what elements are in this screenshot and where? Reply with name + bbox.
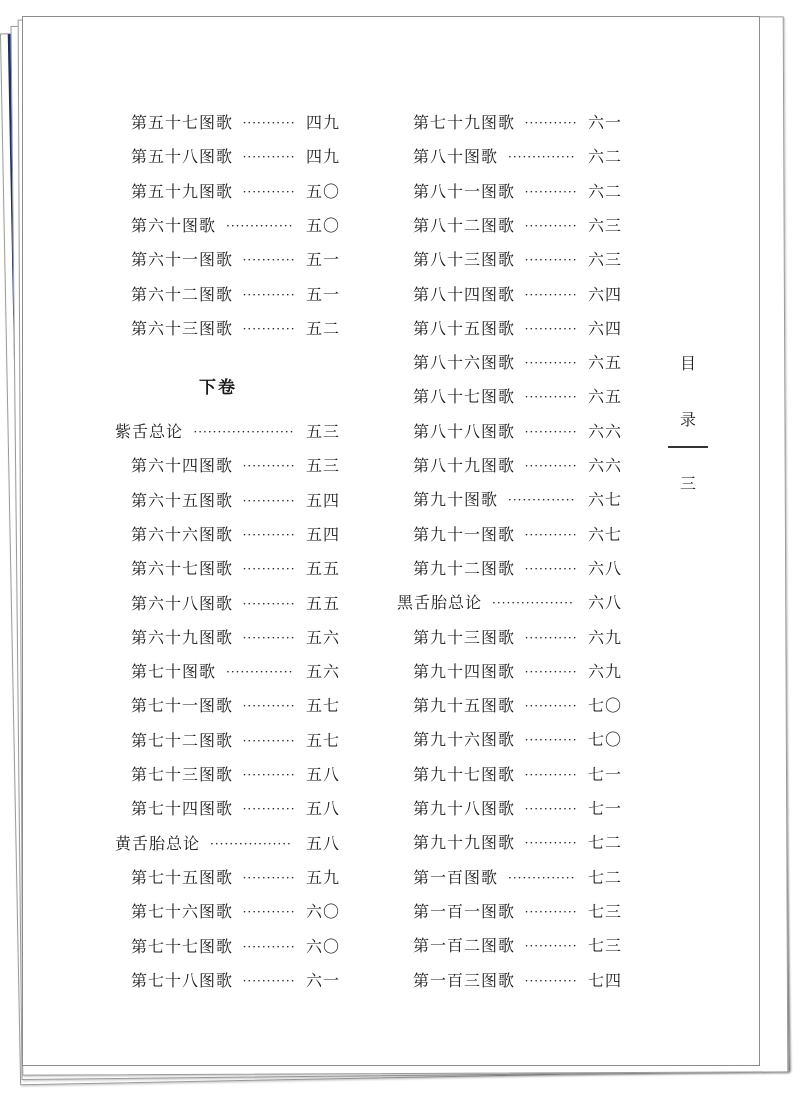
toc-entry-title: 第九十三图歌 bbox=[413, 627, 516, 647]
toc-leader-dots: ··········· bbox=[242, 802, 296, 817]
toc-entry-title: 第七十七图歌 bbox=[131, 936, 234, 956]
toc-entry-title: 第九十一图歌 bbox=[413, 524, 516, 544]
side-header-rule bbox=[668, 446, 708, 448]
toc-entry-page: 四九 bbox=[306, 113, 341, 132]
toc-entry-title: 第八十七图歌 bbox=[413, 387, 516, 407]
toc-entry-page: 五五 bbox=[306, 559, 341, 579]
toc-entry-page: 五〇 bbox=[306, 181, 341, 201]
toc-leader-dots: ··········· bbox=[242, 287, 296, 302]
toc-entry-title: 第六十图歌 bbox=[131, 215, 217, 235]
toc-entry-title: 第八十四图歌 bbox=[413, 284, 516, 304]
toc-leader-dots: ··········· bbox=[524, 767, 578, 782]
toc-entry-title: 第六十二图歌 bbox=[131, 284, 234, 304]
toc-leader-dots: ················· bbox=[492, 596, 574, 611]
toc-entry-title: 第七十图歌 bbox=[131, 662, 217, 682]
toc-entry-title: 紫舌总论 bbox=[115, 422, 184, 441]
toc-entry-page: 六二 bbox=[588, 181, 623, 201]
toc-entry-page: 七三 bbox=[588, 936, 623, 956]
toc-entry-page: 六一 bbox=[306, 970, 341, 990]
toc-entry-title: 第六十九图歌 bbox=[131, 627, 234, 647]
toc-leader-dots: ··········· bbox=[524, 287, 578, 302]
toc-entry-page: 六八 bbox=[588, 558, 623, 578]
toc-entry-title: 第九十图歌 bbox=[413, 490, 499, 510]
toc-entry-title: 第七十五图歌 bbox=[131, 867, 234, 887]
toc-leader-dots: ··········· bbox=[524, 116, 578, 130]
toc-entry-page: 七〇 bbox=[588, 730, 623, 750]
toc-entry-title: 第八十六图歌 bbox=[413, 353, 516, 373]
toc-entry-title: 第八十九图歌 bbox=[413, 456, 516, 475]
toc-leader-dots: ··········· bbox=[524, 699, 578, 714]
toc-leader-dots: ··········· bbox=[524, 424, 578, 439]
toc-entry-page: 七一 bbox=[588, 799, 623, 818]
toc-entry-page: 七三 bbox=[588, 901, 623, 921]
toc-leader-dots: ··········· bbox=[524, 904, 578, 919]
toc-entry-title: 第六十六图歌 bbox=[131, 524, 234, 544]
toc-entry-title: 第七十二图歌 bbox=[131, 730, 234, 750]
toc-leader-dots: ··········· bbox=[524, 390, 578, 405]
toc-entry-title: 第七十九图歌 bbox=[413, 113, 516, 132]
toc-entry-title: 第五十九图歌 bbox=[131, 181, 234, 201]
toc-leader-dots: ··········· bbox=[524, 184, 578, 199]
toc-entry-title: 第八十三图歌 bbox=[413, 250, 516, 270]
toc-entry-page: 五四 bbox=[306, 524, 341, 544]
toc-entry-title: 第七十三图歌 bbox=[131, 765, 234, 784]
toc-leader-dots: ··········· bbox=[524, 356, 578, 371]
toc-entry-title: 第七十四图歌 bbox=[131, 799, 234, 819]
toc-leader-dots: ·············· bbox=[226, 665, 294, 680]
toc-entry-page: 六九 bbox=[588, 661, 623, 681]
toc-leader-dots: ··········· bbox=[242, 459, 296, 474]
toc-entry-page: 六七 bbox=[588, 490, 623, 510]
toc-leader-dots: ·············· bbox=[508, 150, 576, 165]
toc-entry-page: 四九 bbox=[306, 147, 341, 167]
toc-entry-page: 五八 bbox=[306, 833, 341, 853]
toc-leader-dots: ··········· bbox=[242, 493, 296, 508]
toc-leader-dots: ··········· bbox=[242, 596, 296, 611]
toc-entry-title: 第七十六图歌 bbox=[131, 902, 234, 922]
toc-entry-page: 五八 bbox=[306, 799, 341, 819]
page-number: 三 bbox=[680, 474, 697, 493]
toc-entry-page: 六一 bbox=[588, 113, 623, 132]
toc-entry-title: 黄舌胎总论 bbox=[115, 833, 201, 853]
toc-entry-page: 六二 bbox=[588, 147, 623, 167]
toc-entry-title: 第八十图歌 bbox=[413, 147, 499, 167]
toc-entry-page: 六四 bbox=[588, 284, 623, 304]
toc-entry-title: 第六十八图歌 bbox=[131, 593, 234, 613]
toc-leader-dots: ················· bbox=[210, 836, 292, 851]
toc-leader-dots: ··········· bbox=[524, 459, 578, 473]
toc-entry-title: 第六十一图歌 bbox=[131, 250, 234, 270]
toc-entry-title: 第六十三图歌 bbox=[131, 318, 234, 338]
toc-entry-title: 黑舌胎总论 bbox=[397, 593, 483, 613]
toc-leader-dots: ··········· bbox=[524, 836, 578, 851]
toc-entry-title: 第九十八图歌 bbox=[413, 799, 516, 818]
toc-entry-page: 五一 bbox=[306, 250, 341, 270]
toc-entry-page: 六九 bbox=[588, 627, 623, 647]
toc-leader-dots: ··········· bbox=[524, 664, 578, 679]
toc-entry-page: 五四 bbox=[306, 490, 341, 510]
toc-leader-dots: ··········· bbox=[524, 253, 578, 268]
toc-leader-dots: ··········· bbox=[524, 733, 578, 748]
toc-entry-title: 第七十八图歌 bbox=[131, 970, 234, 990]
toc-entry-title: 第五十七图歌 bbox=[131, 113, 234, 132]
toc-leader-dots: ··········· bbox=[524, 321, 578, 336]
toc-leader-dots: ··········· bbox=[524, 527, 578, 542]
toc-entry-title: 第九十二图歌 bbox=[413, 558, 516, 578]
toc-entry-title: 第八十五图歌 bbox=[413, 318, 516, 338]
toc-entry-title: 第六十七图歌 bbox=[131, 559, 234, 579]
toc-entry-page: 六七 bbox=[588, 524, 623, 544]
toc-leader-dots: ··········· bbox=[242, 768, 296, 782]
toc-entry-title: 第八十一图歌 bbox=[413, 181, 516, 201]
toc-entry-page: 五五 bbox=[306, 593, 341, 613]
toc-leader-dots: ··········· bbox=[524, 218, 578, 233]
toc-leader-dots: ··········· bbox=[524, 630, 578, 645]
toc-leader-dots: ··········· bbox=[242, 733, 296, 748]
toc-leader-dots: ····················· bbox=[193, 425, 295, 439]
toc-entry-page: 六〇 bbox=[306, 936, 341, 956]
toc-leader-dots: ··········· bbox=[242, 939, 296, 954]
toc-entry-title: 第九十九图歌 bbox=[413, 833, 516, 853]
toc-entry-page: 六四 bbox=[588, 318, 623, 338]
toc-leader-dots: ··········· bbox=[242, 116, 296, 130]
toc-leader-dots: ··········· bbox=[242, 905, 296, 920]
toc-entry-page: 六六 bbox=[588, 456, 623, 475]
toc-leader-dots: ·············· bbox=[226, 218, 294, 233]
toc-entry-page: 六五 bbox=[588, 387, 623, 407]
toc-entry-title: 第八十二图歌 bbox=[413, 215, 516, 235]
toc-entry-title: 第六十五图歌 bbox=[131, 490, 234, 510]
toc-entry-page: 五一 bbox=[306, 284, 341, 304]
toc-entry-page: 五六 bbox=[306, 662, 341, 682]
toc-entry-page: 六五 bbox=[588, 353, 623, 373]
toc-leader-dots: ··········· bbox=[524, 802, 578, 816]
toc-page bbox=[22, 16, 760, 1066]
toc-entry-page: 七二 bbox=[588, 833, 623, 853]
toc-entry-page: 五二 bbox=[306, 318, 341, 338]
toc-leader-dots: ··········· bbox=[242, 973, 296, 988]
toc-leader-dots: ··········· bbox=[242, 562, 296, 577]
toc-entry-title: 第九十六图歌 bbox=[413, 730, 516, 750]
toc-entry-page: 七一 bbox=[588, 764, 623, 784]
toc-leader-dots: ··········· bbox=[242, 870, 296, 885]
toc-entry-page: 七〇 bbox=[588, 696, 623, 716]
toc-entry-page: 五三 bbox=[306, 456, 341, 476]
toc-leader-dots: ·············· bbox=[508, 493, 576, 508]
toc-entry-page: 五六 bbox=[306, 627, 341, 647]
toc-entry-page: 六八 bbox=[588, 593, 623, 613]
toc-entry-title: 第九十七图歌 bbox=[413, 764, 516, 784]
toc-leader-dots: ··········· bbox=[524, 973, 578, 988]
section-heading: 下卷 bbox=[199, 378, 237, 398]
toc-entry-page: 五八 bbox=[306, 765, 341, 784]
toc-entry-page: 五九 bbox=[306, 867, 341, 887]
toc-entry-title: 第九十五图歌 bbox=[413, 696, 516, 716]
toc-leader-dots: ·············· bbox=[508, 870, 576, 885]
toc-entry-title: 第一百三图歌 bbox=[413, 970, 516, 990]
toc-entry-title: 第八十八图歌 bbox=[413, 421, 516, 441]
toc-leader-dots: ··········· bbox=[242, 527, 296, 542]
toc-leader-dots: ··········· bbox=[242, 184, 296, 199]
toc-entry-title: 第一百一图歌 bbox=[413, 901, 516, 921]
toc-entry-title: 第七十一图歌 bbox=[131, 696, 234, 716]
toc-entry-page: 七二 bbox=[588, 867, 623, 887]
toc-leader-dots: ··········· bbox=[242, 321, 296, 336]
toc-leader-dots: ··········· bbox=[242, 253, 296, 268]
toc-entry-title: 第九十四图歌 bbox=[413, 661, 516, 681]
toc-entry-page: 五七 bbox=[306, 730, 341, 750]
toc-entry-title: 第五十八图歌 bbox=[131, 147, 234, 167]
toc-entry-page: 五〇 bbox=[306, 215, 341, 235]
toc-leader-dots: ··········· bbox=[242, 150, 296, 165]
toc-leader-dots: ··········· bbox=[524, 939, 578, 954]
toc-entry-page: 六〇 bbox=[306, 902, 341, 922]
toc-entry-page: 六六 bbox=[588, 421, 623, 441]
toc-leader-dots: ··········· bbox=[242, 699, 296, 714]
toc-entry-title: 第一百二图歌 bbox=[413, 936, 516, 956]
toc-leader-dots: ··········· bbox=[524, 561, 578, 576]
side-header-mu: 目 bbox=[680, 354, 697, 373]
toc-entry-title: 第一百图歌 bbox=[413, 867, 499, 887]
toc-entry-page: 五三 bbox=[306, 422, 341, 441]
toc-entry-title: 第六十四图歌 bbox=[131, 456, 234, 476]
toc-entry-page: 七四 bbox=[588, 970, 623, 990]
toc-entry-page: 六三 bbox=[588, 250, 623, 270]
toc-entry-page: 六三 bbox=[588, 215, 623, 235]
toc-leader-dots: ··········· bbox=[242, 630, 296, 645]
side-header-lu: 录 bbox=[680, 410, 697, 429]
toc-entry-page: 五七 bbox=[306, 696, 341, 716]
